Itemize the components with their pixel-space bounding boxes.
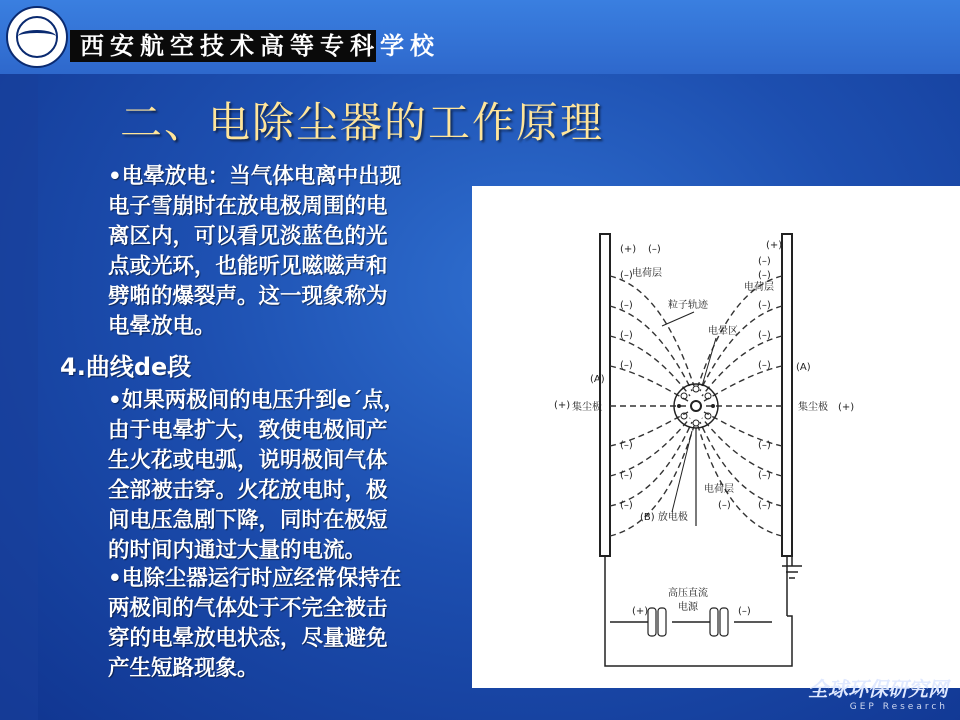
left-charge-layer-label: 电荷层: [632, 268, 662, 279]
minus-label: (–): [620, 440, 633, 451]
left-A-label: (A): [590, 374, 605, 385]
discharge-electrode-label: (B) 放电极: [640, 512, 688, 523]
minus-label: (–): [758, 500, 771, 511]
school-name-banner: 西安航空技术高等专科学校: [70, 30, 376, 62]
bullet-operation-note: [108, 564, 401, 684]
text-line: 劈啪的爆裂声。这一现象称为: [108, 284, 388, 309]
text-line: 由于电晕扩大，致使电极间产: [108, 418, 388, 443]
text-line: 全部被击穿。火花放电时，极: [108, 478, 388, 503]
watermark-sub: GEP Research: [849, 702, 948, 712]
text-line: 电晕放电。: [108, 314, 216, 339]
left-band: [0, 0, 38, 720]
minus-label: (–): [620, 500, 633, 511]
watermark: [808, 673, 948, 712]
minus-label: (–): [758, 470, 771, 481]
left-minus-top: (–): [648, 244, 661, 255]
particle-track-label: 粒子轨迹: [668, 300, 708, 311]
minus-label: (–): [758, 440, 771, 451]
left-plus-side: (+): [554, 400, 571, 411]
minus-label: (–): [620, 330, 633, 341]
text-line: 穿的电晕放电状态，尽量避免: [108, 626, 388, 651]
school-logo: [6, 6, 68, 68]
text-line: 产生短路现象。: [108, 656, 259, 681]
minus-label: (–): [758, 360, 771, 371]
bullet-voltage-rise: [108, 386, 405, 566]
text-line: 的时间内通过大量的电流。: [108, 538, 367, 563]
text-line: •如果两极间的电压升到e´点，: [108, 388, 406, 413]
text-line: •电晕放电：当气体电离中出现: [108, 164, 402, 189]
left-collector-label: 集尘极: [572, 402, 602, 413]
right-charge-layer-label: 电荷层: [744, 282, 774, 293]
right-collector-label: 集尘极: [798, 402, 828, 413]
electrostatic-precipitator-diagram: [472, 186, 960, 688]
bottom-charge-layer-label: 电荷层: [704, 484, 734, 495]
text-line: 两极间的气体处于不完全被击: [108, 596, 388, 621]
right-plus-side: (+): [838, 402, 855, 413]
minus-label: (–): [620, 360, 633, 371]
minus-label: (–): [758, 330, 771, 341]
minus-label: (–): [758, 300, 771, 311]
supply-plus: (+): [632, 606, 649, 617]
minus-label: (–): [620, 470, 633, 481]
right-collector-plate: [782, 234, 792, 556]
text-line: 生火花或电弧，说明极间气体: [108, 448, 388, 473]
minus-label: (–): [758, 270, 771, 281]
header-bar: [0, 0, 960, 74]
left-plus-top: (+): [620, 244, 637, 255]
minus-label: (–): [620, 300, 633, 311]
left-collector-plate: [600, 234, 610, 556]
text-line: 间电压急剧下降，同时在极短: [108, 508, 388, 533]
section-heading-curve-de: 4.曲线de段: [60, 353, 192, 381]
hv-supply-label: 高压直流: [668, 588, 708, 599]
hv-supply-label: 电源: [678, 602, 698, 613]
text-line: 点或光环，也能听见嗞嗞声和: [108, 254, 388, 279]
supply-minus: (–): [738, 606, 751, 617]
right-plus-top: (+): [766, 240, 783, 251]
bullet-corona-discharge: [108, 162, 401, 342]
minus-label: (–): [620, 270, 633, 281]
watermark-main: 全球环保研究网: [808, 677, 948, 701]
right-minus-top: (–): [758, 256, 771, 267]
slide-title: 二、电除尘器的工作原理: [120, 98, 605, 147]
right-A-label: (A): [796, 362, 811, 373]
bottom-minus: (–): [718, 500, 731, 511]
text-line: 电子雪崩时在放电极周围的电: [108, 194, 388, 219]
text-line: •电除尘器运行时应经常保持在: [108, 566, 402, 591]
text-line: 离区内，可以看见淡蓝色的光: [108, 224, 388, 249]
corona-zone-label: 电晕区: [708, 326, 738, 337]
